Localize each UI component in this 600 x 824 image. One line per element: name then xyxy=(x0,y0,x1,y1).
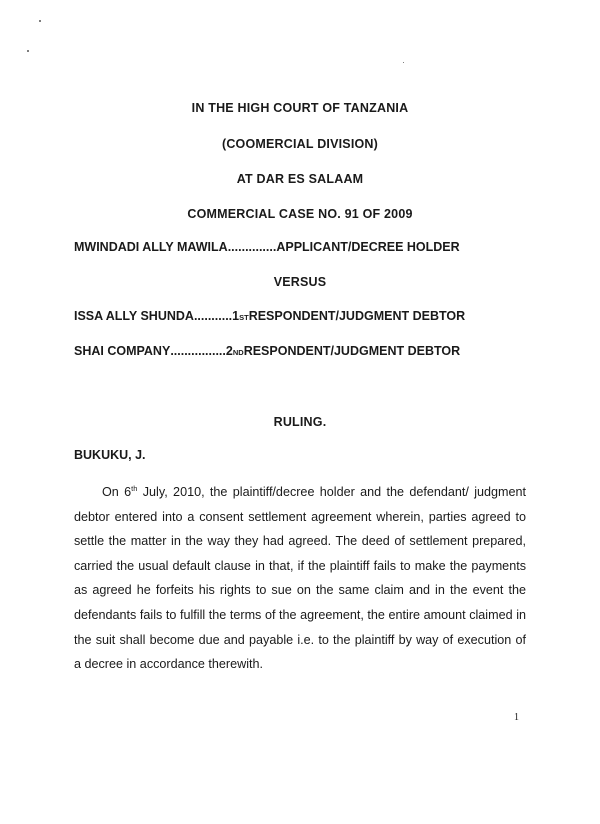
judge-name: BUKUKU, J. xyxy=(74,448,146,462)
respondent1-dots: ........... xyxy=(193,309,233,323)
location-title: AT DAR ES SALAAM xyxy=(236,172,364,186)
respondent1-line: ISSA ALLY SHUNDA ........... 1 ST RESPONDENT/JUDGMENT DEBTOR xyxy=(74,309,466,323)
respondent2-name: SHAI COMPANY xyxy=(74,344,171,358)
division-title: (COOMERCIAL DIVISION) xyxy=(221,137,379,151)
para-start: On 6 xyxy=(102,485,132,499)
scan-speck xyxy=(403,62,404,63)
page-number: 1 xyxy=(514,712,519,723)
respondent1-ordinal: 1 xyxy=(232,309,240,323)
respondent2-ordinal: 2 xyxy=(225,344,233,358)
applicant-dots: .............. xyxy=(227,240,277,254)
versus-label: VERSUS xyxy=(273,275,327,289)
case-number: COMMERCIAL CASE NO. 91 OF 2009 xyxy=(187,207,413,221)
court-title: IN THE HIGH COURT OF TANZANIA xyxy=(191,101,409,115)
para-date-suffix: th xyxy=(131,484,138,493)
scan-speck xyxy=(39,20,41,22)
ruling-paragraph xyxy=(74,480,526,677)
scan-speck xyxy=(27,50,29,52)
para-body: July, 2010, the plaintiff/decree holder and the defendant/ judgment debtor entered into a consent settlement agreement wherein, parties agreed to settle the matter in the way they had agreed. The deed of settlement prepared, carried the usual default clause in that, if the plaintiff fails to make the payments as agreed he forfeits his rights to sue on the same claim and in the event the defendants fails to fulfill the terms of the agreement, the entire amount claimed in the suit shall become due and payable i.e. to the plaintiff by way of execution of a decree in accordance therewith. xyxy=(74,485,527,672)
respondent2-role: RESPONDENT/JUDGMENT DEBTOR xyxy=(243,344,461,358)
applicant-line xyxy=(74,240,526,254)
respondent2-line: SHAI COMPANY ................ 2 ND RESPONDENT/JUDGMENT DEBTOR xyxy=(74,344,461,358)
applicant-role: APPLICANT/DECREE HOLDER xyxy=(276,240,460,254)
applicant-name: MWINDADI ALLY MAWILA xyxy=(74,240,228,254)
respondent2-dots: ................ xyxy=(170,344,226,358)
respondent1-role: RESPONDENT/JUDGMENT DEBTOR xyxy=(248,309,466,323)
ruling-heading: RULING. xyxy=(273,415,327,429)
respondent1-name: ISSA ALLY SHUNDA xyxy=(74,309,194,323)
